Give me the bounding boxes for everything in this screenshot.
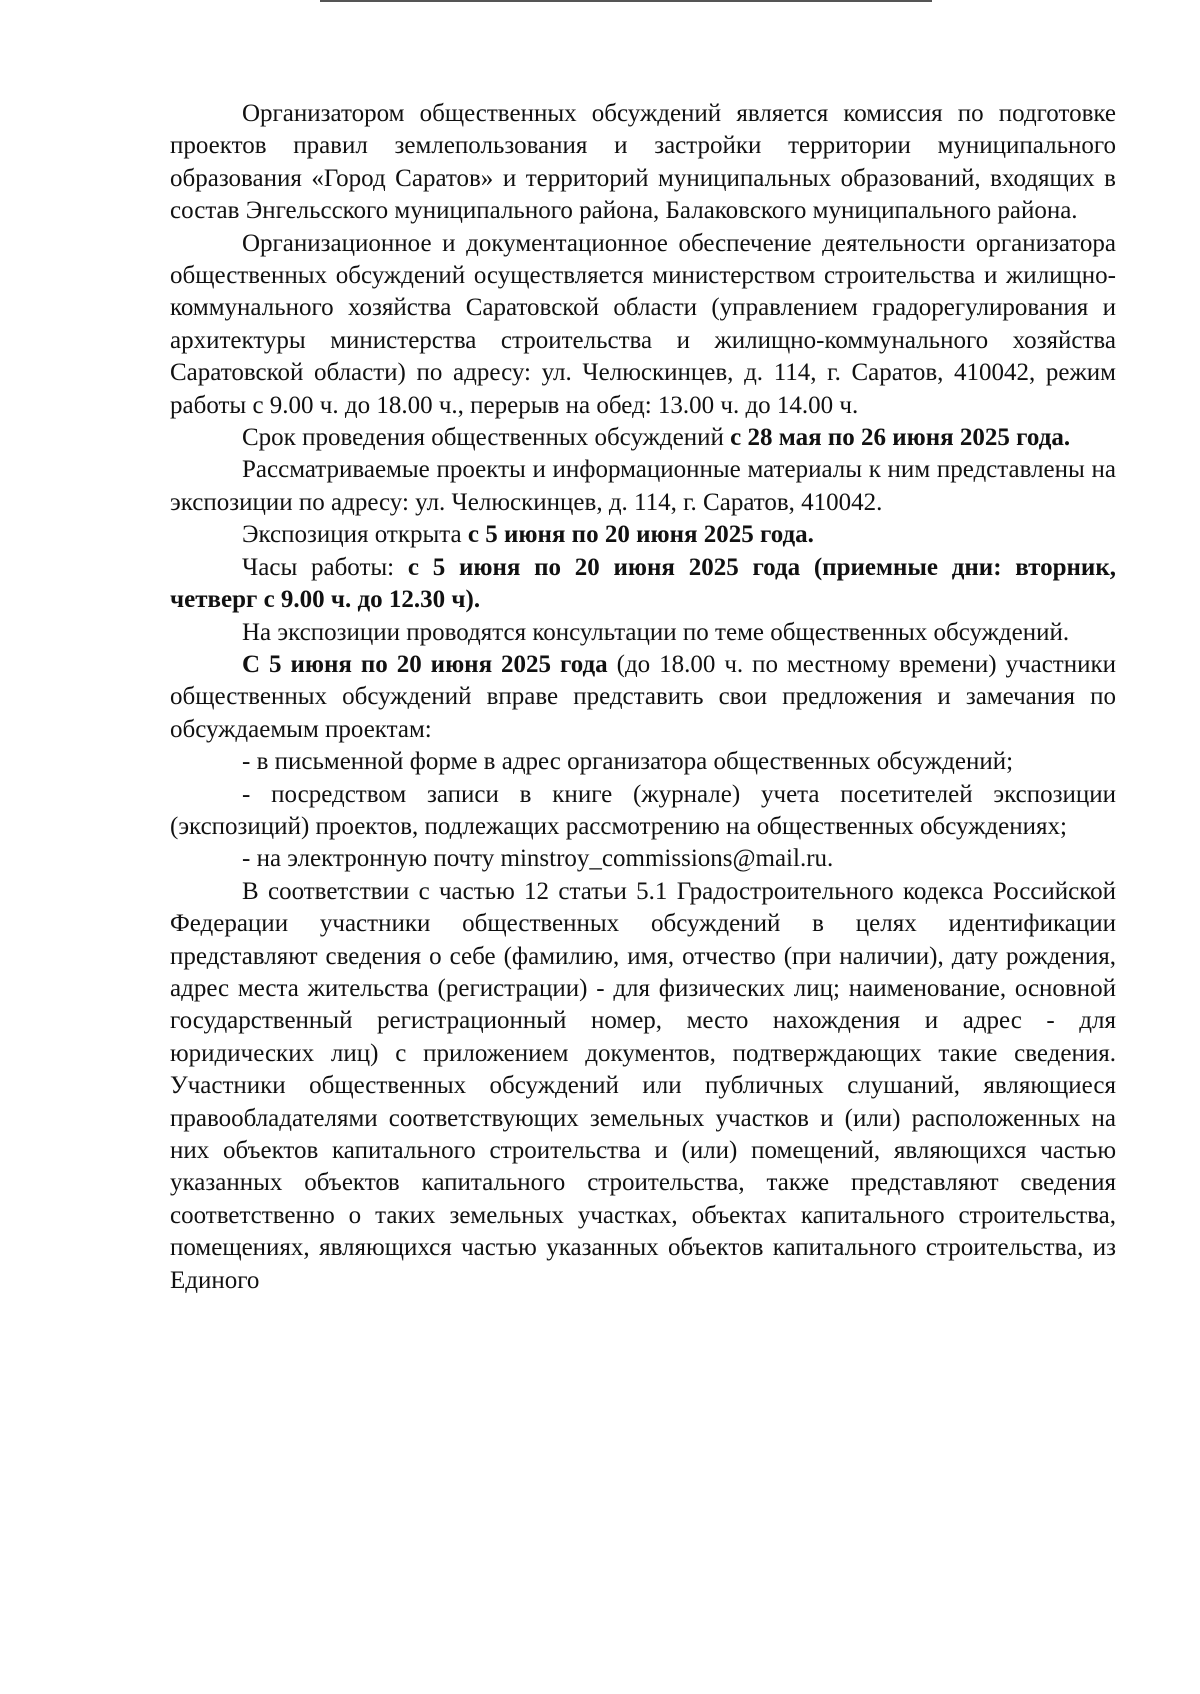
term-dates: с 28 мая по 26 июня 2025 года. — [730, 424, 1071, 452]
hours-dates: с 5 июня по 20 июня 2025 года (приемные дни: вторник, четверг с 9.00 ч. до 12.30 ч). — [170, 553, 1116, 614]
term-text: Срок проведения общественных обсуждений — [242, 424, 731, 452]
paragraph-support: Организационное и документационное обеспечение деятельности организатора общественных обсуждений осуществляется министерством строительства и жилищно-коммунального хозяйства Саратовской области (управлением градорегулирования и архитектуры министерства строительства и жилищно-коммунального хозяйства Саратовской области) по адресу: ул. Челюскинцев, д. 114, г. Саратов, 410042, режим работы с 9.00 ч. до 18.00 ч., перерыв на обед: 13.00 ч. до 14.00 ч. — [170, 229, 1116, 419]
paragraph-hours — [170, 552, 1116, 617]
paragraph-term — [170, 422, 1116, 454]
hours-text: Часы работы: — [242, 553, 408, 581]
paragraph-identification: В соответствии с частью 12 статьи 5.1 Градостроительного кодекса Российской Федерации участники общественных обсуждений в целях идентификации представляют сведения о себе (фамилию, имя, отчество (при наличии), дату рождения, адрес места жительства (регистрации) - для физических лиц; наименование, основной государственный регистрационный номер, место нахождения и адрес - для юридических лиц) с приложением документов, подтверждающих такие сведения. Участники общественных обсуждений или публичных слушаний, являющиеся правообладателями соответствующих земельных участков и (или) расположенных на них объектов капитального строительства и (или) помещений, являющихся частью указанных объектов капитального строительства, также представляют сведения соответственно о таких земельных участках, объектах капитального строительства, помещениях, являющихся частью указанных объектов капитального строительства, из Единого — [170, 877, 1116, 1294]
list-item-email: - на электронную почту minstroy_commissions@mail.ru. — [242, 845, 834, 873]
paragraph-organizer: Организатором общественных обсуждений является комиссия по подготовке проектов правил землепользования и застройки территории муниципального образования «Город Саратов» и территорий муниципальных образований, входящих в состав Энгельсского муниципального района, Балаковского муниципального района. — [170, 100, 1116, 225]
document-body — [170, 98, 1116, 1297]
list-item-journal: - посредством записи в книге (журнале) учета посетителей экспозиции (экспозиций) проектов, подлежащих рассмотрению на общественных обсуждениях; — [170, 780, 1116, 840]
paragraph-exposition — [170, 519, 1116, 551]
paragraph-materials: Рассматриваемые проекты и информационные материалы к ним представлены на экспозиции по адресу: ул. Челюскинцев, д. 114, г. Саратов, 410042. — [170, 456, 1116, 516]
exposition-dates: с 5 июня по 20 июня 2025 года. — [467, 521, 814, 549]
exposition-text: Экспозиция открыта — [242, 521, 468, 549]
list-item-written: - в письменной форме в адрес организатора общественных обсуждений; — [242, 748, 1014, 776]
paragraph-proposals — [170, 649, 1116, 746]
proposals-text: (до 18.00 ч. по местному времени) участники общественных обсуждений вправе представить свои предложения и замечания по обсуждаемым проектам: — [170, 650, 1116, 743]
proposals-dates: С 5 июня по 20 июня 2025 года — [242, 650, 608, 678]
top-rule — [320, 0, 932, 2]
paragraph-consultations: На экспозиции проводятся консультации по теме общественных обсуждений. — [242, 618, 1070, 646]
